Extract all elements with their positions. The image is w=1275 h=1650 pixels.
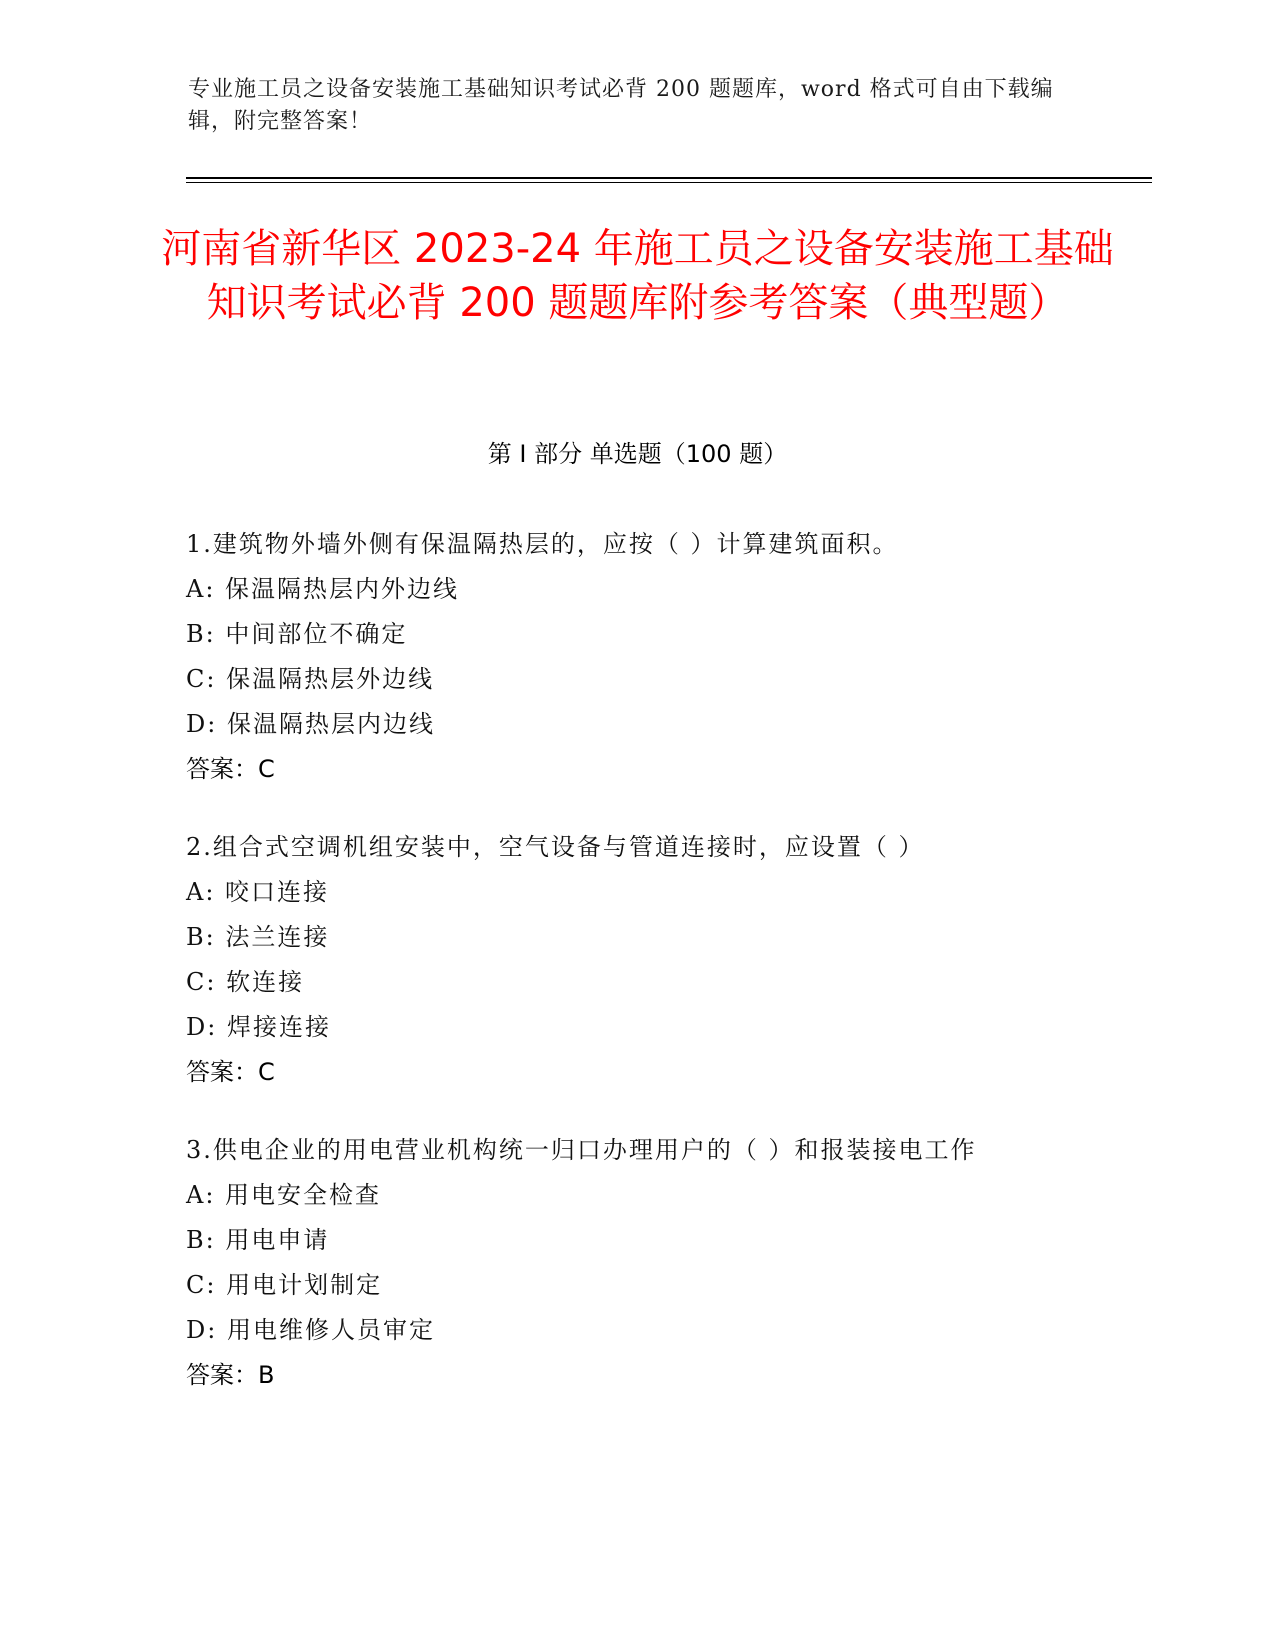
document-title: 河南省新华区 2023-24 年施工员之设备安装施工基础知识考试必背 200 题题库附参考答案（典型题）: [161, 226, 1114, 326]
question-stem: 3.供电企业的用电营业机构统一归口办理用户的（ ）和报装接电工作: [186, 1136, 977, 1164]
section-title: 第 I 部分 单选题（100 题）: [487, 440, 788, 468]
answer-line: 答案：C: [186, 1058, 275, 1086]
question-1: [186, 528, 1146, 785]
question-list: [186, 528, 1146, 1437]
option-c: C: 保温隔热层外边线: [186, 665, 435, 693]
option-b: B: 中间部位不确定: [186, 620, 408, 648]
question-3: [186, 1134, 1146, 1391]
option-c: C: 用电计划制定: [186, 1271, 383, 1299]
option-b: B: 法兰连接: [186, 923, 330, 951]
header-note: 专业施工员之设备安装施工基础知识考试必背 200 题题库，word 格式可自由下载编辑，附完整答案！: [188, 77, 1054, 134]
answer-line: 答案：C: [186, 755, 275, 783]
answer-line: 答案：B: [186, 1361, 275, 1389]
option-d: D: 焊接连接: [186, 1013, 331, 1041]
option-a: A: 保温隔热层内外边线: [186, 575, 460, 603]
option-a: A: 咬口连接: [186, 878, 330, 906]
header-divider: [186, 177, 1152, 179]
option-d: D: 保温隔热层内边线: [186, 710, 435, 738]
header-divider-thin: [186, 182, 1152, 183]
question-2: [186, 831, 1146, 1088]
option-c: C: 软连接: [186, 968, 305, 996]
question-stem: 1.建筑物外墙外侧有保温隔热层的，应按（ ）计算建筑面积。: [186, 530, 899, 558]
option-d: D: 用电维修人员审定: [186, 1316, 435, 1344]
question-stem: 2.组合式空调机组安装中，空气设备与管道连接时，应设置（ ）: [186, 833, 925, 861]
option-b: B: 用电申请: [186, 1226, 330, 1254]
option-a: A: 用电安全检查: [186, 1181, 382, 1209]
